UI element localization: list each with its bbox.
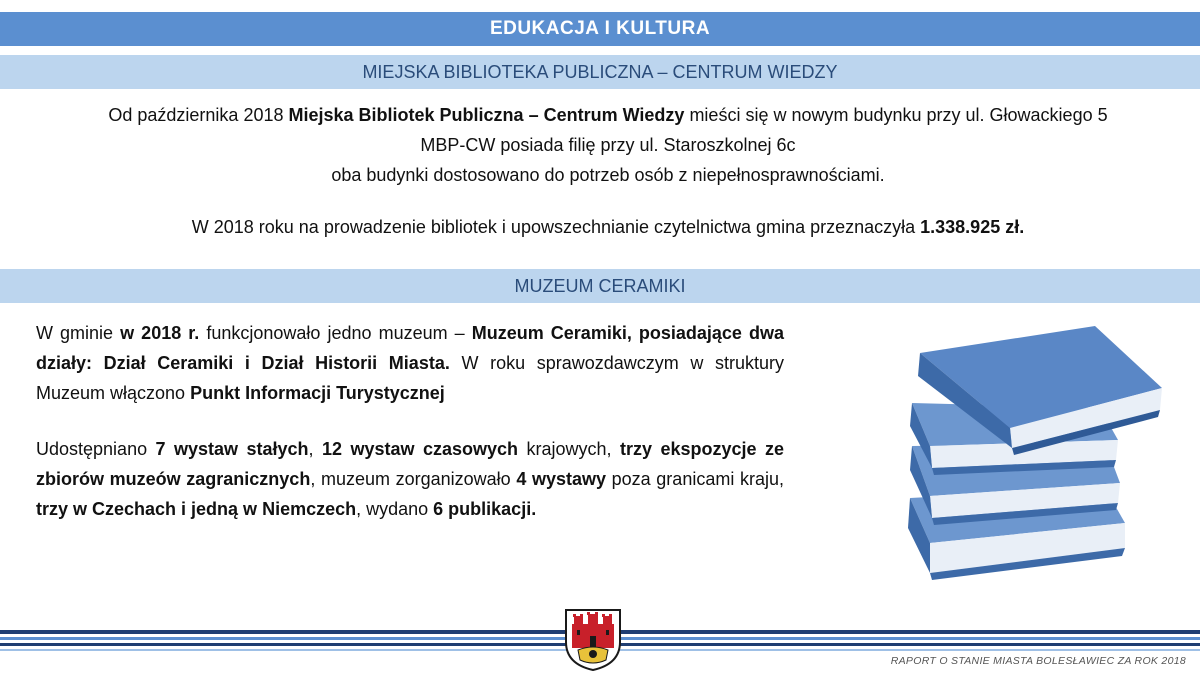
section-header-education: EDUKACJA I KULTURA [0, 12, 1200, 46]
museum-info [36, 318, 784, 524]
library-section-header: MIEJSKA BIBLIOTEKA PUBLICZNA – CENTRUM WIEDZY [0, 55, 1200, 89]
museum-section-header: MUZEUM CERAMIKI [0, 269, 1200, 303]
books-stack-icon [890, 318, 1180, 588]
city-crest-icon [562, 606, 624, 672]
library-budget-amount: 1.338.925 zł. [920, 217, 1025, 237]
library-line-1: Od października 2018 Miejska Bibliotek Publiczna – Centrum Wiedzy mieści się w nowym budynku przy ul. Głowackiego 5 [108, 105, 1108, 125]
museum-paragraph-1: W gminie w 2018 r. funkcjonowało jedno muzeum – Muzeum Ceramiki, posiadające dwa działy: Dział Ceramiki i Dział Historii Miasta. W roku sprawozdawczym w struktury Muzeum włączono Punkt Informacji Turystycznej [36, 323, 785, 403]
library-name: Miejska Bibliotek Publiczna – Centrum Wiedzy [288, 105, 685, 125]
library-info [0, 100, 1200, 242]
library-line-3: oba budynki dostosowano do potrzeb osób z niepełnosprawnościami. [331, 165, 885, 185]
library-budget: W 2018 roku na prowadzenie bibliotek i upowszechnianie czytelnictwa gmina przeznaczyła 1.338.925 zł. [191, 217, 1025, 237]
report-footer-text: RAPORT O STANIE MIASTA BOLESŁAWIEC ZA ROK 2018 [890, 655, 1186, 667]
museum-paragraph-2: Udostępniano 7 wystaw stałych, 12 wystaw czasowych krajowych, trzy ekspozycje ze zbiorów muzeów zagranicznych, muzeum zorganizowało 4 wystawy poza granicami kraju, trzy w Czechach i jedną w Niemczech, wydano 6 publikacji. [36, 439, 784, 519]
library-line-2: MBP-CW posiada filię przy ul. Staroszkolnej 6c [420, 135, 796, 155]
